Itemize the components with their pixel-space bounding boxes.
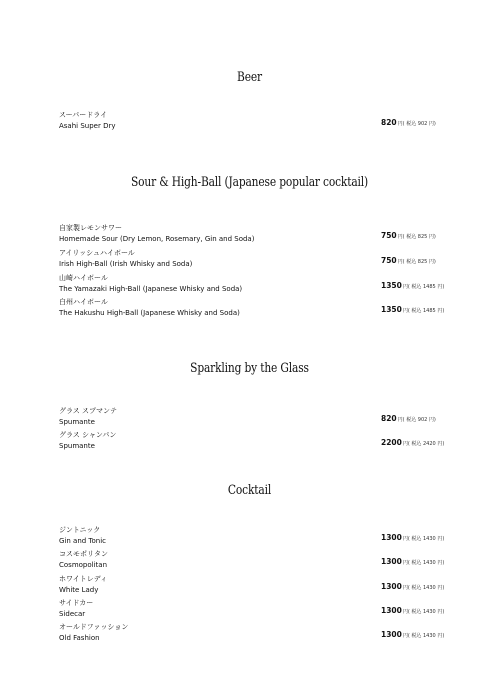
- menu-item: [59, 110, 459, 132]
- item-name-jp: ホワイトレディ: [59, 575, 108, 583]
- menu-item: [59, 248, 459, 270]
- item-name-jp: オールドファッション: [59, 623, 129, 631]
- item-name-jp: 白州ハイボール: [59, 298, 108, 306]
- price-tax-note: 円( 税込 1485 円): [402, 284, 445, 290]
- item-name-en: Old Fashion: [59, 634, 100, 642]
- item-name-en: Cosmopolitan: [59, 561, 108, 569]
- menu-item: [59, 549, 459, 571]
- item-price: [381, 574, 444, 593]
- price-value: 750: [381, 231, 397, 240]
- menu-item: [59, 598, 459, 620]
- price-tax-note: 円( 税込 1485 円): [402, 308, 445, 314]
- item-price: [381, 297, 444, 316]
- item-name-jp: ジントニック: [59, 526, 101, 534]
- item-price: [381, 525, 444, 544]
- price-value: 820: [381, 414, 397, 423]
- menu-item: [59, 273, 459, 295]
- item-name-en: Asahi Super Dry: [59, 122, 116, 130]
- item-name-jp: グラス スプマンテ: [59, 407, 118, 415]
- section-title-cocktail: Cocktail: [227, 483, 272, 498]
- item-name-jp: アイリッシュハイボール: [59, 249, 135, 257]
- menu-item: [59, 406, 459, 428]
- menu-item: [59, 430, 459, 452]
- price-tax-note: 円( 税込 1430 円): [402, 609, 445, 615]
- item-name-en: Homemade Sour (Dry Lemon, Rosemary, Gin and Soda): [59, 235, 255, 243]
- item-price: [381, 549, 444, 568]
- price-value: 1300: [381, 606, 402, 615]
- price-tax-note: 円( 税込 1430 円): [402, 536, 445, 542]
- section-title-sour-highball: Sour & High-Ball (Japanese popular cocktail): [130, 175, 369, 190]
- price-tax-note: 円( 税込 1430 円): [402, 585, 445, 591]
- item-price: [381, 430, 444, 449]
- menu-item: [59, 223, 459, 245]
- price-value: 1350: [381, 305, 402, 314]
- price-value: 1300: [381, 582, 402, 591]
- price-tax-note: 円( 税込 1430 円): [402, 633, 445, 639]
- item-name-jp: 山崎ハイボール: [59, 274, 108, 282]
- item-name-jp: スーパードライ: [59, 111, 108, 119]
- item-price: [381, 110, 436, 129]
- item-price: [381, 598, 444, 617]
- item-price: [381, 622, 444, 641]
- price-tax-note: 円( 税込 1430 円): [402, 560, 445, 566]
- price-tax-note: 円( 税込 902 円): [397, 121, 436, 127]
- section-title-sparkling: Sparkling by the Glass: [190, 361, 309, 376]
- menu-item: [59, 574, 459, 596]
- price-tax-note: 円( 税込 825 円): [397, 234, 436, 240]
- item-price: [381, 273, 444, 292]
- menu-item: [59, 525, 459, 547]
- item-name-jp: グラス シャンパン: [59, 431, 117, 439]
- item-name-en: White Lady: [59, 586, 99, 594]
- item-name-en: Irish High-Ball (Irish Whisky and Soda): [59, 260, 193, 268]
- item-price: [381, 406, 436, 425]
- price-value: 2200: [381, 438, 402, 447]
- section-title-beer: Beer: [237, 70, 262, 85]
- price-tax-note: 円( 税込 825 円): [397, 259, 436, 265]
- item-name-en: Gin and Tonic: [59, 537, 107, 545]
- item-name-jp: コスモポリタン: [59, 550, 108, 558]
- price-value: 750: [381, 256, 397, 265]
- item-name-jp: 自家製レモンサワー: [59, 224, 122, 232]
- item-price: [381, 248, 436, 267]
- item-price: [381, 223, 436, 242]
- menu-item: [59, 297, 459, 319]
- price-value: 1350: [381, 281, 402, 290]
- price-tax-note: 円( 税込 2420 円): [402, 441, 445, 447]
- item-name-en: Spumante: [59, 442, 95, 450]
- menu-item: [59, 622, 459, 644]
- item-name-en: Sidecar: [59, 610, 86, 618]
- price-tax-note: 円( 税込 902 円): [397, 417, 436, 423]
- item-name-en: The Hakushu High-Ball (Japanese Whisky and Soda): [59, 309, 240, 317]
- price-value: 1300: [381, 533, 402, 542]
- item-name-en: The Yamazaki High-Ball (Japanese Whisky and Soda): [59, 285, 243, 293]
- price-value: 820: [381, 118, 397, 127]
- price-value: 1300: [381, 630, 402, 639]
- item-name-jp: サイドカー: [59, 599, 94, 607]
- item-name-en: Spumante: [59, 418, 95, 426]
- price-value: 1300: [381, 557, 402, 566]
